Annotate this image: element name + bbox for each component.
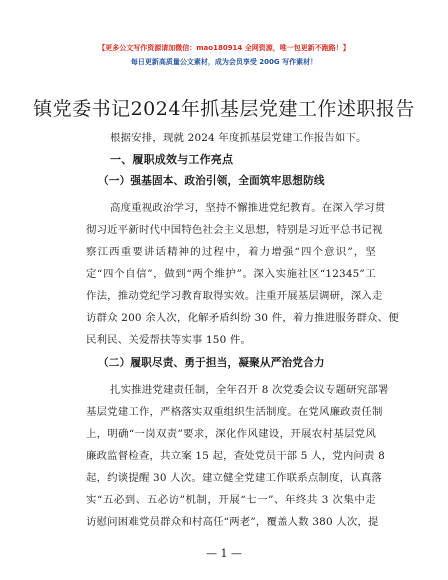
paragraph-line: 基层党建工作，严格落实双重组织生活制度。在党风廉政责任制 xyxy=(86,406,383,418)
paragraph-line: 访群众 200 余人次，化解矛盾纠纷 30 件，着力推进服务群众、便 xyxy=(86,312,399,324)
paragraph-line: 访慰问困难党员群众和村高任“两老”，覆盖人数 380 人次，提 xyxy=(86,516,379,528)
promo-banner-line-2: 每日更新高质量公文素材，成为会员享受 200G 写作素材！ xyxy=(130,58,318,66)
paragraph-line: 察江西重要讲话精神的过程中，着力增强“四个意识”，坚 xyxy=(86,246,376,258)
paragraph-line: 起，约谈提醒 30 人次。建立健全党建工作联系点制度，认真落 xyxy=(86,472,382,484)
paragraph-line: 民利民、关爱帮扶等实事 150 件。 xyxy=(86,334,252,346)
promo-banner-line-1: 【更多公文写作资源请加微信：mao180914 全网资源，唯一包更新不跑路！】 xyxy=(98,44,350,52)
paragraph-line: 扎实推进党建责任制，全年召开 8 次党委会议专题研究部署 xyxy=(110,384,389,396)
paragraph-line: 上，明确“一岗双责”要求，深化作风建设，开展农村基层党风 xyxy=(86,428,376,440)
subsection-heading-2: （二）履职尽责、勇于担当，凝聚从严治党合力 xyxy=(98,357,325,369)
document-title: 镇党委书记2024年抓基层党建工作述职报告 xyxy=(33,98,415,120)
paragraph-line: 定“四个自信”，做到“两个维护”。深入实施社区“12345”工 xyxy=(86,268,376,280)
paragraph-line: 高度重视政治学习，坚持不懈推进党纪教育。在深入学习贯 xyxy=(110,202,386,214)
paragraph-line: 作法，推动党纪学习教育取得实效。注重开展基层调研，深入走 xyxy=(86,290,383,302)
paragraph-line: 实“五必到、五必访”机制，开展“七一”、年终共 3 次集中走 xyxy=(86,494,376,506)
paragraph-line: 彻习近平新时代中国特色社会主义思想，特别是习近平总书记视 xyxy=(86,224,383,236)
section-heading-1: 一、履职成效与工作亮点 xyxy=(110,153,234,166)
paragraph-line: 廉政监督检查，共立案 15 起，查处党员干部 5 人，党内问责 8 xyxy=(86,450,385,462)
subsection-heading-1: （一）强基固本、政治引领，全面筑牢思想防线 xyxy=(98,175,325,187)
page-number: — 1 — xyxy=(206,547,242,560)
intro-paragraph: 根据安排，现就 2024 年度抓基层党建工作报告如下。 xyxy=(110,132,367,144)
